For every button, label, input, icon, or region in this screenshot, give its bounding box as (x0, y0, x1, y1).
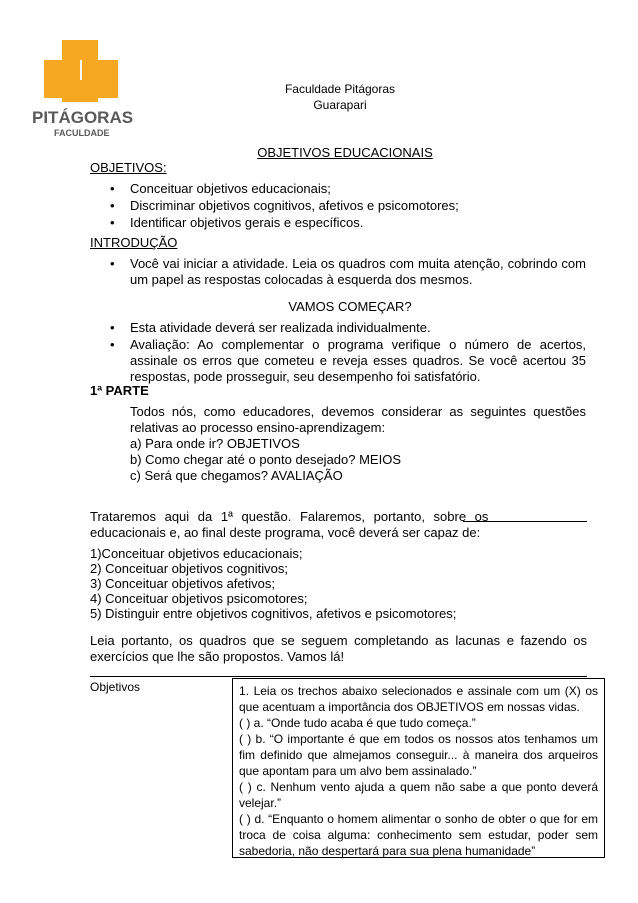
parte1-question-c: c) Será que chegamos? AVALIAÇÃO (130, 468, 343, 483)
institution-name: Faculdade Pitágoras (284, 82, 396, 96)
logo-block-bottom (62, 80, 98, 102)
separator-line (90, 676, 587, 677)
objetivo-item: • Discriminar objetivos cognitivos, afetivos e psicomotores; (106, 198, 586, 215)
tratamento-list (90, 546, 456, 621)
logo-name: PITÁGORAS (32, 108, 134, 127)
tratamento-item: 5) Distinguir entre objetivos cognitivos, afetivos e psicomotores; (90, 606, 457, 621)
logo (30, 40, 134, 150)
parte1-question-b: b) Como chegar até o ponto desejado? MEIOS (130, 452, 401, 467)
parte1-intro: Todos nós, como educadores, devemos considerar as seguintes questões relativas ao processo ensino-aprendizagem: (130, 404, 586, 435)
cta-text: VAMOS COMEÇAR? (288, 299, 412, 314)
exercise-option-a[interactable]: ( ) a. “Onde tudo acaba é que tudo começa.” (239, 716, 476, 730)
exercise-box (232, 678, 605, 858)
tratamento-item: 3) Conceituar objetivos afetivos; (90, 576, 275, 591)
introducao-item: • Esta atividade deverá ser realizada individualmente. (106, 320, 586, 336)
page-title: OBJETIVOS EDUCACIONAIS (257, 145, 433, 160)
city-name: Guarapari (313, 98, 367, 112)
objetivos-list (106, 181, 586, 232)
fill-blank[interactable] (463, 521, 587, 522)
tratamento-closing: Leia portanto, os quadros que se seguem completando as lacunas e fazendo os exercícios que lhe são propostos. Vamos lá! (90, 633, 587, 664)
tratamento-text: Trataremos aqui da 1ª questão. Falaremos, portanto, sobre os (90, 509, 489, 524)
introducao-item: • Avaliação: Ao complementar o programa verifique o número de acertos, assinale os erros que cometeu e reveja esses quadros. Se você acertou 35 respostas, pode prosseguir, seu desempenho foi satisfatório. (106, 337, 586, 385)
exercise-option-c[interactable]: ( ) c. Nenhum vento ajuda a quem não sabe a que ponto deverá velejar.” (239, 780, 598, 810)
parte1-question-a: a) Para onde ir? OBJETIVOS (130, 436, 300, 451)
answer-column-label: Objetivos (90, 680, 141, 694)
introducao-heading: INTRODUÇÃO (90, 235, 178, 250)
introducao-list-2 (106, 320, 586, 385)
logo-subtitle: FACULDADE (54, 128, 110, 138)
parte1-heading: 1ª PARTE (90, 383, 149, 398)
tratamento-item: 2) Conceituar objetivos cognitivos; (90, 561, 288, 576)
introducao-item: • Você vai iniciar a atividade. Leia os quadros com muita atenção, cobrindo com um papel as respostas colocadas à esquerda dos mesmos. (106, 256, 586, 288)
logo-block-top (62, 40, 98, 60)
exercise-option-b[interactable]: ( ) b. “O importante é que em todos os nossos atos tenhamos um fim definido que almejamos conseguir... à maneira dos arqueiros que apontam para um alvo bem assinalado.” (239, 732, 598, 778)
objetivo-item: • Identificar objetivos gerais e específicos. (106, 215, 586, 232)
tratamento-item: 1)Conceituar objetivos educacionais; (90, 546, 303, 561)
tratamento-line2: educacionais e, ao final deste programa, você deverá ser capaz de: (90, 525, 481, 540)
objetivos-heading: OBJETIVOS: (90, 160, 167, 175)
exercise-option-d[interactable]: ( ) d. “Enquanto o homem alimentar o sonho de obter o que for em troca de coisa alguma: conhecimento sem estudar, poder sem sabedoria, não despertará para sua plena humanidade” (239, 812, 598, 858)
objetivo-item: • Conceituar objetivos educacionais; (106, 181, 586, 198)
exercise-question: 1. Leia os trechos abaixo selecionados e assinale com um (X) os que acentuam a importância dos OBJETIVOS em nossas vidas. (239, 684, 598, 714)
tratamento-line1 (90, 509, 587, 524)
tratamento-item: 4) Conceituar objetivos psicomotores; (90, 591, 308, 606)
introducao-list-1 (106, 256, 586, 288)
